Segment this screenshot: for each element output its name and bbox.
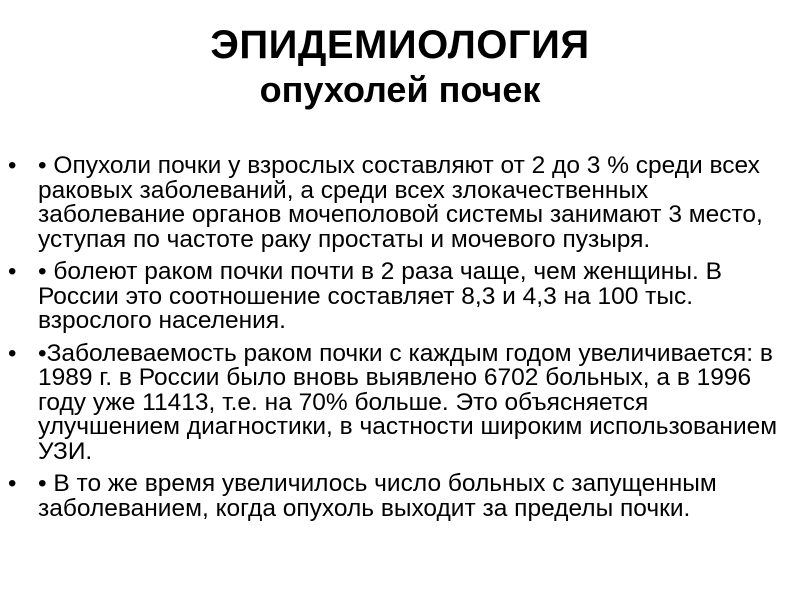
slide-title bbox=[0, 22, 800, 112]
bullet-text: • Опухоли почки у взрослых составляют от 2 до 3 % среди всех раковых заболеваний, а среди всех злокачественных заболевание органов мочеполовой системы занимают 3 место, уступая по частоте раку простаты и мочевого пузыря. bbox=[38, 152, 763, 253]
bullet-item-2 bbox=[0, 260, 800, 334]
bullet-text: • болеют раком почки почти в 2 раза чаще, чем женщины. В России это соотношение составляет 8,3 и 4,3 на 100 тыс. взрослого населения. bbox=[38, 258, 722, 334]
bullet-item-1 bbox=[0, 154, 800, 252]
bullet-list bbox=[0, 154, 800, 529]
bullet-item-4 bbox=[0, 472, 800, 521]
bullet-marker: • bbox=[8, 339, 17, 367]
bullet-marker: • bbox=[8, 152, 17, 179]
bullet-item-3 bbox=[0, 339, 800, 465]
title-main: ЭПИДЕМИОЛОГИЯ bbox=[210, 23, 590, 67]
bullet-marker: • bbox=[8, 258, 17, 285]
bullet-text: • В то же время увеличилось число больных с запущенным заболеванием, когда опухоль выходит за пределы почки. bbox=[38, 470, 717, 522]
bullet-text: •Заболеваемость раком почки с каждым годом увеличивается: в 1989 г. в России было вновь выявлено 6702 больных, а в 1996 году уже 11413, т.е. на 70% больше. Это объясняется улучшением диагностики, в частности широким использованием УЗИ. bbox=[38, 339, 778, 465]
title-subtitle: опухолей почек bbox=[259, 69, 541, 110]
bullet-marker: • bbox=[8, 470, 17, 497]
